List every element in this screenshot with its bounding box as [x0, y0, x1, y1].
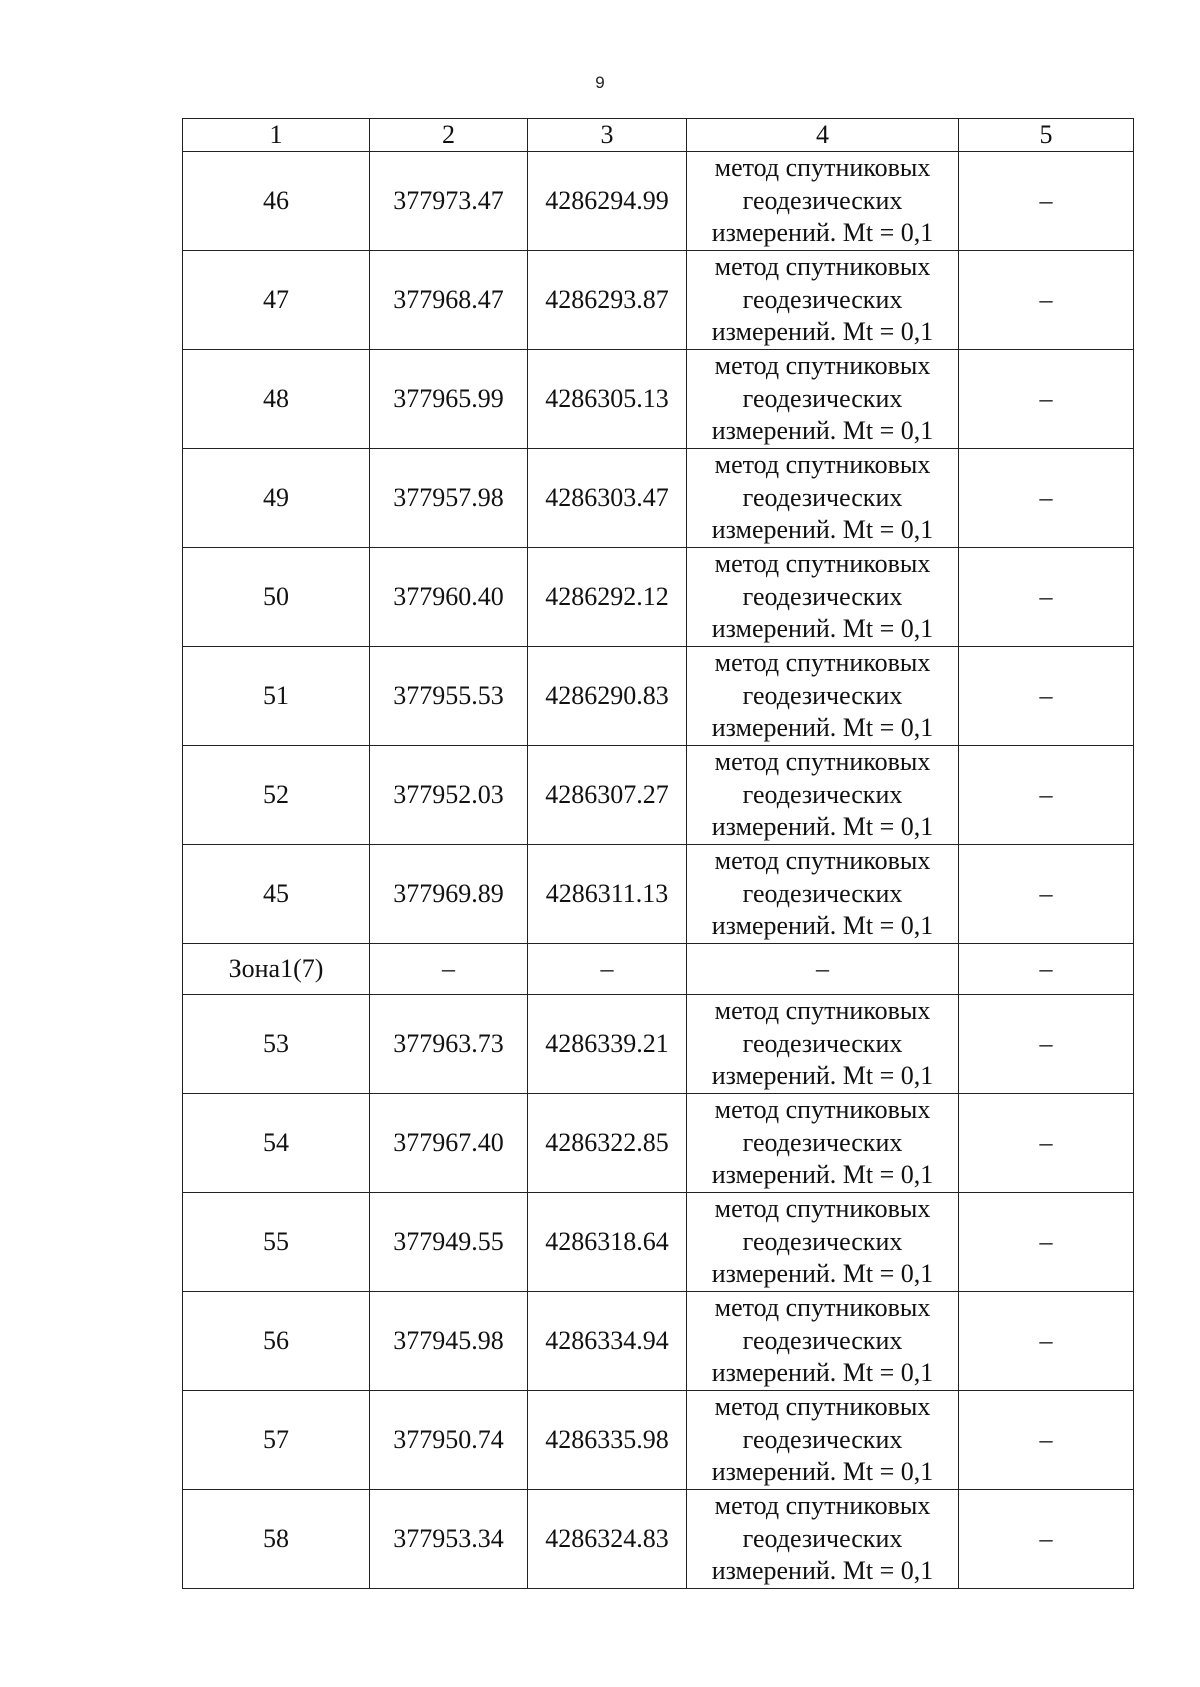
method-cell: метод спутниковых геодезических измерений. Mt = 0,1	[687, 152, 959, 251]
y-coordinate-cell: –	[528, 944, 687, 995]
note-cell: –	[959, 1094, 1134, 1193]
method-cell: метод спутниковых геодезических измерений. Mt = 0,1	[687, 995, 959, 1094]
table-row	[183, 995, 1134, 1094]
table-body	[183, 152, 1134, 1589]
note-cell: –	[959, 995, 1134, 1094]
table-row	[183, 1490, 1134, 1589]
x-coordinate-cell: –	[370, 944, 528, 995]
point-number-cell: 54	[183, 1094, 370, 1193]
note-cell: –	[959, 1391, 1134, 1490]
x-coordinate-cell: 377945.98	[370, 1292, 528, 1391]
table-row	[183, 647, 1134, 746]
point-number-cell: 58	[183, 1490, 370, 1589]
note-cell: –	[959, 548, 1134, 647]
note-cell: –	[959, 1193, 1134, 1292]
point-number-cell: 56	[183, 1292, 370, 1391]
point-number-cell: 57	[183, 1391, 370, 1490]
x-coordinate-cell: 377968.47	[370, 251, 528, 350]
method-cell: метод спутниковых геодезических измерений. Mt = 0,1	[687, 251, 959, 350]
point-number-cell: 50	[183, 548, 370, 647]
point-number-cell: 49	[183, 449, 370, 548]
method-cell: метод спутниковых геодезических измерений. Mt = 0,1	[687, 647, 959, 746]
point-number-cell: 47	[183, 251, 370, 350]
note-cell: –	[959, 449, 1134, 548]
point-number-cell: Зона1(7)	[183, 944, 370, 995]
note-cell: –	[959, 944, 1134, 995]
x-coordinate-cell: 377967.40	[370, 1094, 528, 1193]
method-cell: метод спутниковых геодезических измерений. Mt = 0,1	[687, 1193, 959, 1292]
x-coordinate-cell: 377965.99	[370, 350, 528, 449]
zone-row	[183, 944, 1134, 995]
table-row	[183, 746, 1134, 845]
table-row	[183, 1193, 1134, 1292]
y-coordinate-cell: 4286318.64	[528, 1193, 687, 1292]
x-coordinate-cell: 377952.03	[370, 746, 528, 845]
table-row	[183, 1391, 1134, 1490]
column-header-3: 3	[528, 119, 687, 152]
x-coordinate-cell: 377969.89	[370, 845, 528, 944]
y-coordinate-cell: 4286334.94	[528, 1292, 687, 1391]
y-coordinate-cell: 4286290.83	[528, 647, 687, 746]
method-cell: метод спутниковых геодезических измерений. Mt = 0,1	[687, 1094, 959, 1193]
note-cell: –	[959, 647, 1134, 746]
table-row	[183, 449, 1134, 548]
note-cell: –	[959, 152, 1134, 251]
column-header-1: 1	[183, 119, 370, 152]
table-row	[183, 548, 1134, 647]
table-row	[183, 845, 1134, 944]
y-coordinate-cell: 4286303.47	[528, 449, 687, 548]
method-cell: метод спутниковых геодезических измерений. Mt = 0,1	[687, 1391, 959, 1490]
note-cell: –	[959, 1490, 1134, 1589]
column-header-2: 2	[370, 119, 528, 152]
table-header-row	[183, 119, 1134, 152]
y-coordinate-cell: 4286322.85	[528, 1094, 687, 1193]
coordinates-table	[182, 118, 1134, 1589]
note-cell: –	[959, 746, 1134, 845]
x-coordinate-cell: 377957.98	[370, 449, 528, 548]
y-coordinate-cell: 4286294.99	[528, 152, 687, 251]
note-cell: –	[959, 251, 1134, 350]
table-row	[183, 251, 1134, 350]
method-cell: метод спутниковых геодезических измерений. Mt = 0,1	[687, 350, 959, 449]
method-cell: метод спутниковых геодезических измерений. Mt = 0,1	[687, 746, 959, 845]
y-coordinate-cell: 4286307.27	[528, 746, 687, 845]
point-number-cell: 48	[183, 350, 370, 449]
table-row	[183, 1292, 1134, 1391]
x-coordinate-cell: 377953.34	[370, 1490, 528, 1589]
note-cell: –	[959, 350, 1134, 449]
method-cell: метод спутниковых геодезических измерений. Mt = 0,1	[687, 449, 959, 548]
y-coordinate-cell: 4286305.13	[528, 350, 687, 449]
point-number-cell: 55	[183, 1193, 370, 1292]
method-cell: метод спутниковых геодезических измерений. Mt = 0,1	[687, 1490, 959, 1589]
x-coordinate-cell: 377955.53	[370, 647, 528, 746]
point-number-cell: 46	[183, 152, 370, 251]
y-coordinate-cell: 4286339.21	[528, 995, 687, 1094]
x-coordinate-cell: 377973.47	[370, 152, 528, 251]
point-number-cell: 52	[183, 746, 370, 845]
point-number-cell: 53	[183, 995, 370, 1094]
y-coordinate-cell: 4286335.98	[528, 1391, 687, 1490]
method-cell: метод спутниковых геодезических измерений. Mt = 0,1	[687, 845, 959, 944]
x-coordinate-cell: 377949.55	[370, 1193, 528, 1292]
x-coordinate-cell: 377960.40	[370, 548, 528, 647]
column-header-5: 5	[959, 119, 1134, 152]
method-cell: метод спутниковых геодезических измерений. Mt = 0,1	[687, 1292, 959, 1391]
x-coordinate-cell: 377950.74	[370, 1391, 528, 1490]
method-cell: метод спутниковых геодезических измерений. Mt = 0,1	[687, 548, 959, 647]
y-coordinate-cell: 4286324.83	[528, 1490, 687, 1589]
page-number: 9	[595, 73, 605, 92]
y-coordinate-cell: 4286293.87	[528, 251, 687, 350]
y-coordinate-cell: 4286292.12	[528, 548, 687, 647]
point-number-cell: 45	[183, 845, 370, 944]
table-row	[183, 350, 1134, 449]
note-cell: –	[959, 1292, 1134, 1391]
y-coordinate-cell: 4286311.13	[528, 845, 687, 944]
point-number-cell: 51	[183, 647, 370, 746]
table-row	[183, 1094, 1134, 1193]
column-header-4: 4	[687, 119, 959, 152]
table-row	[183, 152, 1134, 251]
note-cell: –	[959, 845, 1134, 944]
x-coordinate-cell: 377963.73	[370, 995, 528, 1094]
method-cell: –	[687, 944, 959, 995]
